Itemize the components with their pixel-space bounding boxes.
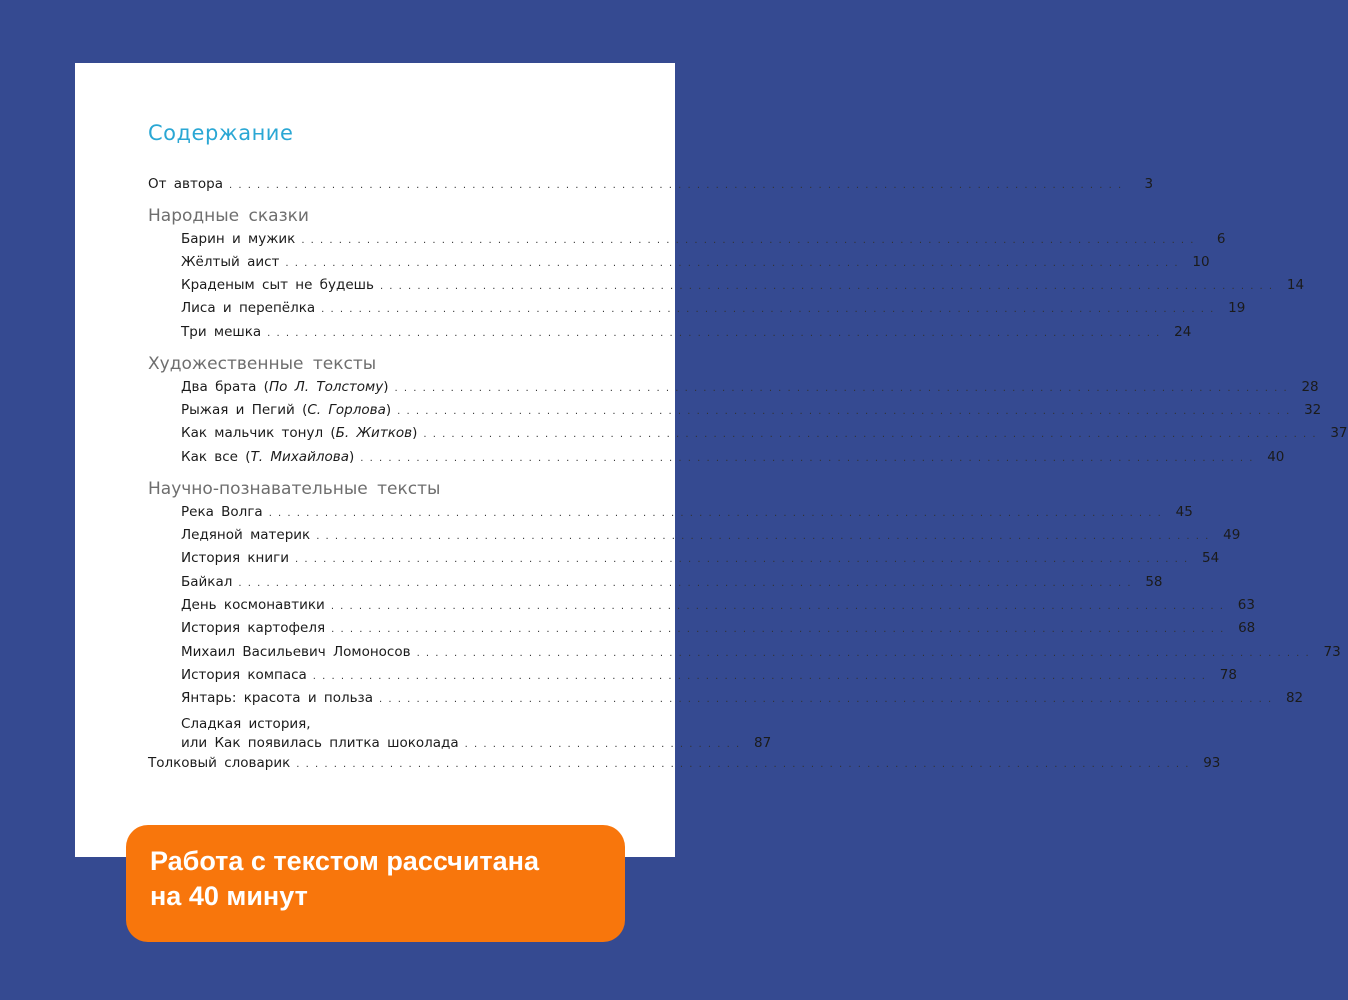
entry-label: Янтарь: красота и польза bbox=[181, 690, 374, 706]
section-title-fiction: Художественные тексты bbox=[148, 354, 377, 374]
entry-label: Как мальчик тонул (Б. Житков) bbox=[181, 425, 418, 441]
toc-entry bbox=[181, 597, 1255, 619]
leader-dots bbox=[380, 281, 1272, 292]
entry-page: 49 bbox=[1223, 527, 1241, 543]
entry-page: 93 bbox=[1203, 755, 1221, 771]
entry-page: 3 bbox=[1144, 176, 1154, 192]
entry-label: Рыжая и Пегий (С. Горлова) bbox=[181, 402, 392, 418]
leader-dots bbox=[423, 429, 1315, 440]
entry-author: Т. Михайлова bbox=[250, 449, 349, 465]
entry-label: История книги bbox=[181, 550, 290, 566]
entry-label: Жёлтый аист bbox=[181, 254, 280, 270]
banner-line1: Работа с текстом рассчитана bbox=[150, 846, 539, 876]
entry-label: Река Волга bbox=[181, 504, 263, 520]
entry-page: 32 bbox=[1304, 402, 1322, 418]
leader-dots bbox=[229, 180, 1121, 191]
entry-label-line1: Сладкая история, bbox=[181, 716, 311, 732]
entry-page: 37 bbox=[1330, 425, 1348, 441]
entry-page: 28 bbox=[1301, 379, 1319, 395]
toc-entry-multiline bbox=[181, 715, 772, 754]
entry-page: 68 bbox=[1238, 620, 1256, 636]
leader-dots bbox=[417, 648, 1309, 659]
leader-dots bbox=[316, 531, 1208, 542]
entry-label: История компаса bbox=[181, 667, 307, 683]
toc-entry-from-author bbox=[148, 176, 1154, 198]
toc-entry bbox=[181, 504, 1193, 526]
toc-entry bbox=[181, 425, 1348, 447]
section-title-science: Научно-познавательные тексты bbox=[148, 479, 441, 499]
toc-entry bbox=[181, 231, 1226, 253]
entry-label: Краденым сыт не будешь bbox=[181, 277, 374, 293]
entry-author: По Л. Толстому bbox=[268, 379, 384, 395]
entry-label: Барин и мужик bbox=[181, 231, 296, 247]
entry-label: Михаил Васильевич Ломоносов bbox=[181, 644, 411, 660]
banner-line2: на 40 минут bbox=[150, 881, 308, 911]
entry-label: День космонавтики bbox=[181, 597, 325, 613]
leader-dots bbox=[395, 383, 1287, 394]
entry-page: 24 bbox=[1174, 324, 1192, 340]
banner-text bbox=[150, 844, 620, 914]
book-page bbox=[75, 63, 1348, 857]
leader-dots bbox=[397, 406, 1289, 417]
toc-title: Содержание bbox=[148, 121, 294, 145]
entry-label: Три мешка bbox=[181, 324, 262, 340]
toc-entry bbox=[181, 379, 1319, 401]
entry-page: 45 bbox=[1175, 504, 1193, 520]
toc-entry bbox=[181, 574, 1163, 596]
entry-page: 14 bbox=[1286, 277, 1305, 293]
entry-page: 82 bbox=[1285, 690, 1304, 706]
toc-entry bbox=[181, 324, 1192, 346]
toc-entry bbox=[181, 277, 1305, 299]
entry-page: 54 bbox=[1201, 550, 1220, 566]
entry-page: 73 bbox=[1323, 644, 1341, 660]
entry-page: 87 bbox=[753, 735, 772, 751]
leader-dots bbox=[360, 453, 1252, 464]
toc-entry bbox=[181, 550, 1220, 572]
leader-dots bbox=[301, 235, 1193, 246]
leader-dots: . . . . . . . . . . . . . . . . . . . . . . . . . . . . . . bbox=[464, 739, 740, 750]
leader-dots bbox=[295, 554, 1187, 565]
leader-dots bbox=[285, 258, 1177, 269]
entry-label: Лиса и перепёлка bbox=[181, 300, 316, 316]
entry-page: 78 bbox=[1219, 667, 1237, 683]
entry-author: С. Горлова bbox=[307, 402, 386, 418]
entry-label: Байкал bbox=[181, 574, 233, 590]
leader-dots bbox=[296, 759, 1188, 770]
leader-dots bbox=[267, 328, 1159, 339]
entry-label: Толковый словарик bbox=[148, 755, 291, 771]
toc-entry-glossary bbox=[148, 755, 1221, 777]
entry-author: Б. Житков bbox=[335, 425, 413, 441]
entry-page: 40 bbox=[1267, 449, 1285, 465]
toc-entry bbox=[181, 620, 1256, 642]
leader-dots bbox=[269, 508, 1161, 519]
duration-banner bbox=[126, 825, 625, 942]
toc-entry bbox=[181, 667, 1237, 689]
toc-entry bbox=[181, 527, 1241, 549]
entry-label: Как все (Т. Михайлова) bbox=[181, 449, 355, 465]
entry-label: История картофеля bbox=[181, 620, 326, 636]
entry-page: 63 bbox=[1237, 597, 1255, 613]
entry-page: 6 bbox=[1216, 231, 1226, 247]
entry-label: От автора bbox=[148, 176, 223, 192]
section-title-folk-tales: Народные сказки bbox=[148, 206, 309, 226]
entry-label-line2: или Как появилась плитка шоколада bbox=[181, 735, 459, 751]
leader-dots bbox=[331, 601, 1223, 612]
leader-dots bbox=[331, 624, 1223, 635]
toc-entry bbox=[181, 300, 1246, 322]
entry-line2 bbox=[181, 734, 772, 754]
leader-dots bbox=[238, 578, 1130, 589]
toc-entry bbox=[181, 690, 1304, 712]
entry-label: Два брата (По Л. Толстому) bbox=[181, 379, 389, 395]
leader-dots bbox=[379, 694, 1271, 705]
toc-entry bbox=[181, 449, 1285, 471]
entry-label: Ледяной материк bbox=[181, 527, 311, 543]
entry-page: 10 bbox=[1192, 254, 1210, 270]
leader-dots bbox=[321, 304, 1213, 315]
toc-entry bbox=[181, 644, 1341, 666]
leader-dots bbox=[313, 671, 1205, 682]
entry-page: 19 bbox=[1228, 300, 1246, 316]
toc-entry bbox=[181, 254, 1210, 276]
entry-page: 58 bbox=[1145, 574, 1163, 590]
toc-entry bbox=[181, 402, 1322, 424]
